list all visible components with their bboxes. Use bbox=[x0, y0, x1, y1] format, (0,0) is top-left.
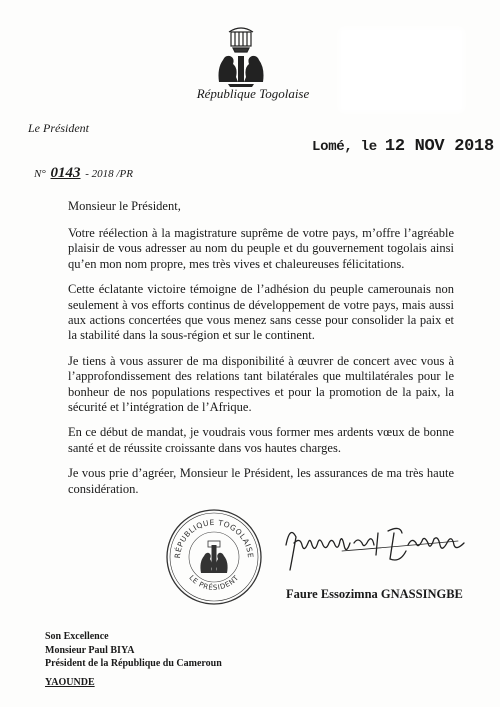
redacted-area bbox=[343, 32, 460, 108]
ref-number: 0143 bbox=[50, 165, 81, 181]
paragraph: Cette éclatante victoire témoigne de l’adhésion du peuple camerounais non seulement à vos efforts continus de développement de votre pays, mais aussi aux actions concertées que vous menez sans cesse pour consolider la paix et la stabilité dans la sous-région et sur le continent. bbox=[68, 282, 454, 343]
recipient-title: Son Excellence bbox=[45, 631, 109, 642]
recipient-city: YAOUNDE bbox=[45, 676, 95, 688]
paragraph: Votre réélection à la magistrature suprême de votre pays, m’offre l’agréable plaisir de vous adresser au nom du peuple et du gouvernement togolais ainsi qu’en mon nom propre, mes très vives et chaleureuses félicitations. bbox=[68, 226, 454, 271]
paragraph: Je vous prie d’agréer, Monsieur le Président, les assurances de ma très haute considération. bbox=[68, 466, 454, 496]
signer-name: Faure Essozimna GNASSINGBE bbox=[286, 587, 463, 601]
ref-prefix: N° bbox=[34, 168, 46, 180]
president-label: Le Président bbox=[28, 121, 89, 135]
ref-suffix: - 2018 /PR bbox=[85, 168, 133, 180]
recipient-position: Président de la République du Cameroun bbox=[45, 658, 222, 669]
paragraph: En ce début de mandat, je voudrais vous former mes ardents vœux de bonne santé et de réussite croissante dans vos hautes charges. bbox=[68, 425, 454, 455]
recipient-name: Monsieur Paul BIYA bbox=[45, 644, 135, 656]
paragraph: Je tiens à vous assurer de ma disponibilité à œuvrer de concert avec vous à l’approfondissement des relations tant bilatérales que multilatérales pour le bonheur de nos populations respectives et pour la promotion de la paix, la sécurité et l’intégration de l’Afrique. bbox=[68, 353, 454, 415]
svg-text:RÉPUBLIQUE TOGOLAISE: RÉPUBLIQUE TOGOLAISE bbox=[172, 517, 256, 559]
recipient-block bbox=[45, 630, 222, 689]
reference-number bbox=[34, 165, 133, 182]
svg-text:LE PRÉSIDENT: LE PRÉSIDENT bbox=[187, 573, 241, 592]
date-stamp: 12 NOV 2018 bbox=[384, 137, 494, 156]
salutation: Monsieur le Président, bbox=[68, 199, 181, 213]
official-seal-icon bbox=[164, 507, 264, 607]
coat-of-arms-icon bbox=[211, 22, 271, 87]
place-date bbox=[312, 137, 494, 156]
place-label: Lomé, le bbox=[312, 139, 377, 155]
letter-body bbox=[68, 226, 454, 507]
republic-heading: République Togolaise bbox=[196, 86, 310, 101]
handwritten-signature bbox=[282, 515, 472, 575]
